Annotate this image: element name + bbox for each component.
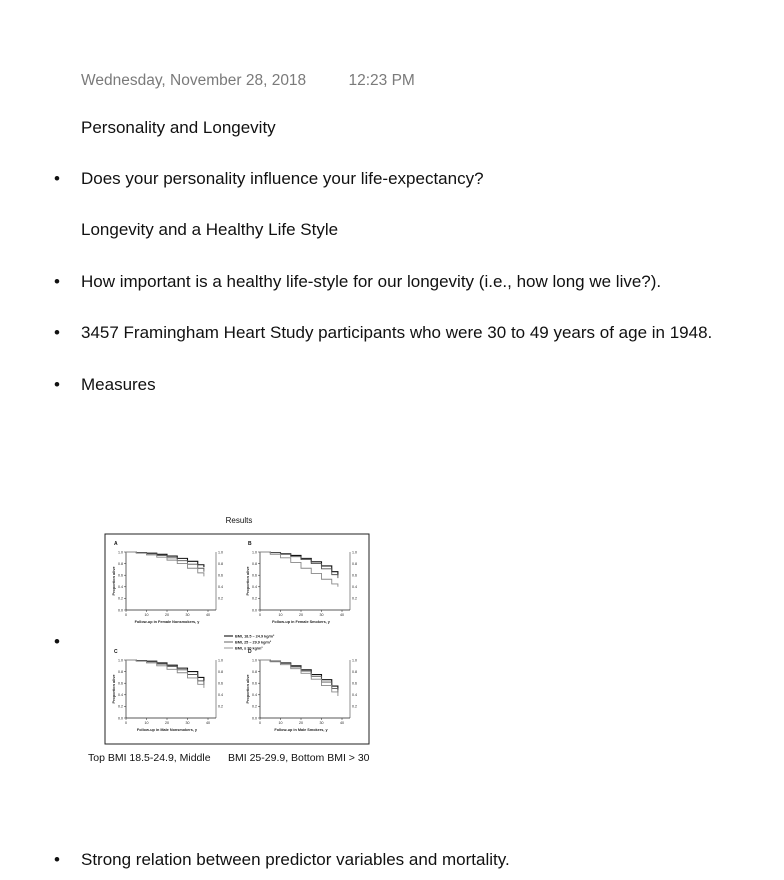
y-tick-label-right: 0.6	[352, 681, 357, 686]
figure-caption-right: BMI 25-29.9, Bottom BMI > 30	[228, 752, 370, 764]
legend-entry-3: BMI, ≥ 30 kg/m²	[235, 646, 263, 651]
y-tick-label: 0.4	[252, 693, 257, 698]
x-tick-label: 30	[185, 721, 190, 725]
y-tick-label-right: 0.6	[218, 573, 223, 578]
x-tick-label: 0	[259, 613, 261, 617]
y-tick-label: 0.0	[252, 608, 257, 613]
x-tick-label: 40	[340, 721, 344, 725]
x-tick-label: 30	[319, 613, 324, 617]
x-tick-label: 10	[278, 613, 283, 617]
y-tick-label: 0.2	[252, 704, 257, 709]
bullet-item	[54, 169, 484, 189]
y-tick-label: 0.4	[118, 693, 123, 698]
y-tick-label: 1.0	[252, 550, 257, 555]
y-tick-label: 0.2	[118, 704, 123, 709]
y-tick-label-right: 0.4	[218, 585, 223, 590]
y-tick-label-right: 1.0	[218, 658, 223, 663]
results-figure	[88, 514, 378, 766]
y-tick-label: 0.4	[118, 585, 123, 590]
bullet-text: Measures	[81, 375, 156, 394]
legend-entry-1: BMI, 18.5 – 24.9 kg/m²	[235, 634, 275, 639]
bullet-text: Does your personality influence your life-expectancy?	[81, 169, 484, 188]
bullet-item	[54, 272, 661, 292]
note-date: Wednesday, November 28, 2018	[81, 72, 307, 89]
y-tick-label-right: 0.2	[352, 596, 357, 601]
y-tick-label: 0.0	[118, 716, 123, 721]
x-tick-label: 20	[299, 613, 303, 617]
bullet-item	[54, 375, 156, 395]
x-axis-label: Follow-up in Male Smokers, y	[274, 728, 328, 732]
y-tick-label: 0.6	[252, 681, 257, 686]
x-axis-label: Follow-up in Female Smokers, y	[272, 620, 330, 624]
heading-lifestyle: Longevity and a Healthy Life Style	[81, 220, 339, 239]
y-tick-label: 0.4	[252, 585, 257, 590]
y-tick-label: 1.0	[118, 658, 123, 663]
y-tick-label-right: 0.8	[218, 561, 223, 566]
y-tick-label: 0.8	[118, 561, 123, 566]
y-tick-label: 1.0	[118, 550, 123, 555]
bullet-item	[54, 323, 712, 343]
y-tick-label: 0.6	[118, 681, 123, 686]
note-time: 12:23 PM	[348, 72, 415, 89]
y-axis-label: Proportion alive	[112, 566, 116, 596]
y-tick-label-right: 1.0	[352, 550, 357, 555]
note-meta	[81, 72, 415, 90]
y-tick-label: 0.6	[118, 573, 123, 578]
y-tick-label: 0.8	[118, 669, 123, 674]
x-tick-label: 0	[259, 721, 261, 725]
y-axis-label: Proportion alive	[112, 674, 116, 704]
y-tick-label-right: 0.2	[218, 704, 223, 709]
y-tick-label: 0.2	[118, 596, 123, 601]
heading-personality: Personality and Longevity	[81, 118, 276, 137]
x-axis-label: Follow-up in Male Nonsmokers, y	[136, 728, 198, 732]
y-tick-label: 0.0	[118, 608, 123, 613]
figure-caption-left: Top BMI 18.5-24.9, Middle	[88, 752, 211, 764]
y-tick-label: 0.8	[252, 669, 257, 674]
x-tick-label: 10	[144, 613, 149, 617]
bullet-icon: •	[54, 323, 60, 342]
y-tick-label-right: 0.8	[218, 669, 223, 674]
x-tick-label: 20	[165, 613, 169, 617]
y-axis-label: Proportion alive	[246, 566, 250, 596]
y-axis-label: Proportion alive	[246, 674, 250, 704]
bullet-item	[54, 850, 510, 870]
bullet-text: 3457 Framingham Heart Study participants who were 30 to 49 years of age in 1948.	[81, 323, 713, 342]
x-tick-label: 40	[206, 613, 210, 617]
panel-letter: D	[248, 649, 252, 655]
y-tick-label-right: 0.4	[352, 693, 357, 698]
y-tick-label-right: 0.6	[218, 681, 223, 686]
figure-title: Results	[225, 516, 253, 525]
panel-letter: A	[114, 541, 118, 547]
x-tick-label: 0	[125, 613, 127, 617]
bullet-icon: •	[54, 272, 60, 291]
y-tick-label-right: 0.6	[352, 573, 357, 578]
x-axis-label: Follow-up in Female Nonsmokers, y	[134, 620, 200, 624]
y-tick-label: 0.6	[252, 573, 257, 578]
y-tick-label: 0.0	[252, 716, 257, 721]
bullet-icon: •	[54, 169, 60, 188]
y-tick-label-right: 0.2	[218, 596, 223, 601]
x-tick-label: 30	[319, 721, 324, 725]
y-tick-label-right: 0.4	[218, 693, 223, 698]
y-tick-label: 1.0	[252, 658, 257, 663]
y-tick-label: 0.2	[252, 596, 257, 601]
y-tick-label-right: 0.4	[352, 585, 357, 590]
y-tick-label-right: 0.8	[352, 669, 357, 674]
y-tick-label: 0.8	[252, 561, 257, 566]
bullet-text: How important is a healthy life-style for our longevity (i.e., how long we live?).	[81, 272, 662, 291]
panel-letter: C	[114, 649, 118, 655]
x-tick-label: 0	[125, 721, 127, 725]
legend-entry-2: BMI, 25 – 29.9 kg/m²	[235, 640, 272, 645]
x-tick-label: 40	[206, 721, 210, 725]
x-tick-label: 10	[144, 721, 149, 725]
bullet-icon: •	[54, 632, 60, 651]
x-tick-label: 10	[278, 721, 283, 725]
x-tick-label: 30	[185, 613, 190, 617]
x-tick-label: 20	[299, 721, 303, 725]
panel-letter: B	[248, 541, 252, 547]
x-tick-label: 20	[165, 721, 169, 725]
y-tick-label-right: 1.0	[218, 550, 223, 555]
y-tick-label-right: 0.8	[352, 561, 357, 566]
y-tick-label-right: 0.2	[352, 704, 357, 709]
bullet-icon: •	[54, 850, 60, 869]
x-tick-label: 40	[340, 613, 344, 617]
bullet-text: Strong relation between predictor variables and mortality.	[81, 850, 510, 869]
bullet-icon: •	[54, 375, 60, 394]
y-tick-label-right: 1.0	[352, 658, 357, 663]
